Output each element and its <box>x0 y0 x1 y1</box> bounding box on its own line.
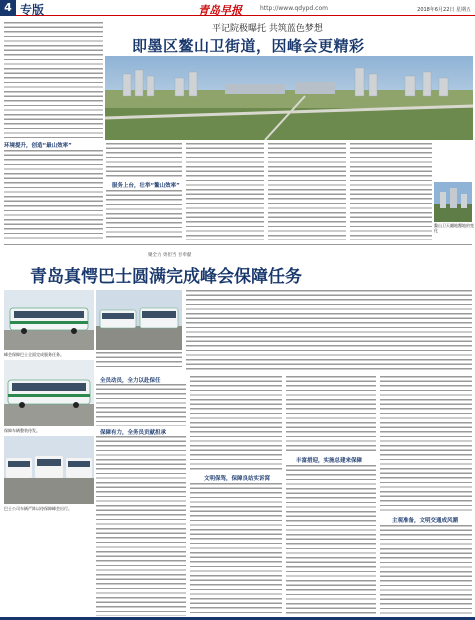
page-number: 4 <box>0 0 16 16</box>
story2-subhead-3: 文明保驾，保障良站实诉窝 <box>204 476 271 482</box>
story2-col-1a <box>96 384 186 426</box>
story2-col-4a <box>380 376 472 512</box>
story2-lead <box>96 352 182 370</box>
site-url[interactable]: http://www.qdypd.com <box>260 5 328 12</box>
story2-caption-1: 峰会保障巴士全面完成服务任务。 <box>4 352 64 357</box>
story1-col-5 <box>350 143 432 240</box>
story2-caption-2: 保障车辆整装待发。 <box>4 428 40 433</box>
story1-col-2a <box>106 143 182 179</box>
bus-photo-4 <box>4 436 94 504</box>
story2-col-3a <box>286 376 376 452</box>
story2-subhead-1: 全员动员，全力以赴保任 <box>100 378 161 384</box>
story2-col-2a <box>190 376 282 472</box>
masthead <box>0 0 475 16</box>
story1-col-1 <box>4 150 103 240</box>
story2-col-3b <box>286 465 376 616</box>
bus-photo-1 <box>4 290 94 350</box>
newspaper-logo: 青岛早报 <box>198 4 242 17</box>
story2-caption-3: 巴士公司车辆严阵以待保障峰会出行。 <box>4 506 72 511</box>
story1-headline: 即墨区鳌山卫街道，因峰会更精彩 <box>132 37 365 55</box>
story2-headline: 青岛真愕巴士圆满完成峰会保障任务 <box>30 267 302 287</box>
story2-col-2b <box>190 483 282 616</box>
story2-col-1b <box>96 436 186 616</box>
story1-col-3 <box>186 143 264 240</box>
story1-col-4 <box>268 143 346 240</box>
story2-subhead-5: 主观准备，文明交通成风潮 <box>392 518 459 524</box>
aerial-photo <box>105 56 473 140</box>
story1-photo-caption: 鳌山卫天翻地覆地的变化 <box>434 223 474 233</box>
bus-photo-2 <box>96 290 182 350</box>
story2-byline: 聚全力 勇担当 甘奉献 <box>148 253 192 258</box>
story1-subhead-2: 服务上台，壮举“鳌山效率” <box>112 183 180 189</box>
section-name: 专版 <box>20 3 45 17</box>
story1-col-2b <box>106 190 182 240</box>
story2-col-4b <box>380 525 472 616</box>
story2-intro <box>186 290 472 370</box>
bus-photo-3 <box>4 360 94 426</box>
story1-kicker: 平记院极曝托 共筑蓝色梦想 <box>212 24 323 34</box>
story1-side-photo <box>434 182 472 222</box>
story2-subhead-2: 保障有力，全务员贡献担承 <box>100 430 167 436</box>
section-divider <box>4 244 472 245</box>
story1-subhead-1: 环境提升，创造“最山效率” <box>4 143 72 149</box>
story2-subhead-4: 丰富措迎，实施总建来保障 <box>296 458 363 464</box>
issue-date: 2018年6月22日 星期五 <box>417 7 471 13</box>
intro-text <box>4 22 103 138</box>
